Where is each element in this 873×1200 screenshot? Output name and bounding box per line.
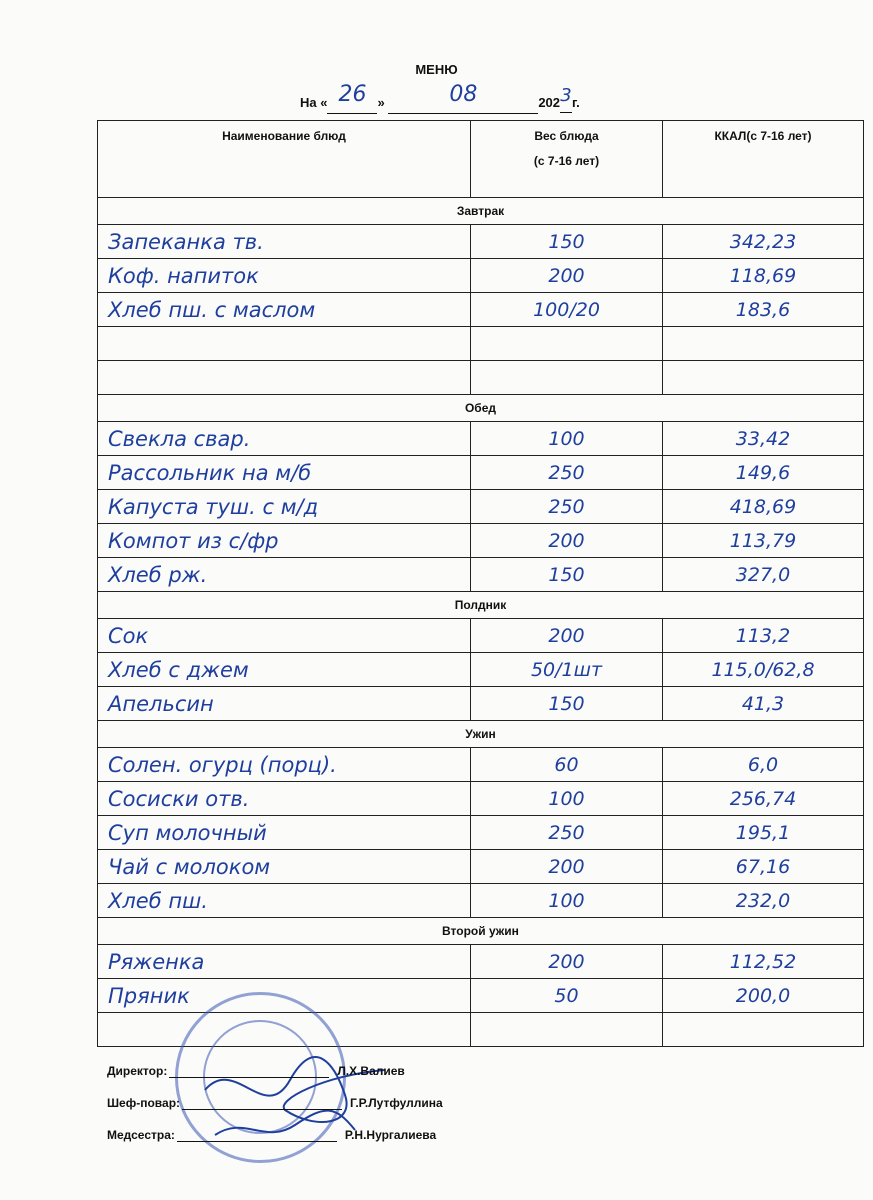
kcal-cell: 418,69 (663, 490, 864, 524)
kcal-cell: 256,74 (663, 782, 864, 816)
col-header-kcal: ККАЛ(с 7-16 лет) (663, 121, 864, 198)
dish-cell: Апельсин (98, 687, 471, 721)
weight-cell: 50 (471, 979, 663, 1013)
kcal-cell: 113,2 (663, 619, 864, 653)
kcal-cell: 112,52 (663, 945, 864, 979)
weight-cell: 250 (471, 456, 663, 490)
signature-line (107, 1128, 436, 1142)
dish-cell: Чай с молоком (98, 850, 471, 884)
dish-cell: Коф. напиток (98, 259, 471, 293)
weight-cell: 200 (471, 524, 663, 558)
section-header-row (98, 721, 864, 748)
kcal-cell (663, 327, 864, 361)
kcal-cell: 41,3 (663, 687, 864, 721)
kcal-cell: 195,1 (663, 816, 864, 850)
date-month: 08 (449, 82, 478, 107)
table-row (98, 327, 864, 361)
signature-blank (177, 1129, 337, 1142)
kcal-cell: 327,0 (663, 558, 864, 592)
kcal-cell (663, 361, 864, 395)
dish-cell: Запеканка тв. (98, 225, 471, 259)
dish-cell: Пряник (98, 979, 471, 1013)
kcal-cell: 6,0 (663, 748, 864, 782)
menu-date (300, 82, 580, 114)
date-year-digit: 3 (560, 85, 572, 106)
kcal-cell: 113,79 (663, 524, 864, 558)
signature-name: Р.Н.Нургалиева (344, 1128, 437, 1142)
weight-cell: 100 (471, 884, 663, 918)
weight-cell: 200 (471, 259, 663, 293)
weight-cell (471, 327, 663, 361)
dish-cell: Ряженка (98, 945, 471, 979)
col-header-dish: Наименование блюд (98, 121, 471, 198)
table-row (98, 558, 864, 592)
dish-cell: Сосиски отв. (98, 782, 471, 816)
weight-cell: 60 (471, 748, 663, 782)
dish-cell (98, 361, 471, 395)
date-year-suffix: г. (572, 95, 580, 110)
weight-cell: 200 (471, 945, 663, 979)
weight-cell: 100/20 (471, 293, 663, 327)
table-row (98, 259, 864, 293)
signature-role: Шеф-повар: (107, 1096, 181, 1110)
table-row (98, 653, 864, 687)
kcal-cell: 67,16 (663, 850, 864, 884)
weight-cell: 100 (471, 782, 663, 816)
date-mid: » (377, 95, 385, 110)
kcal-cell: 115,0/62,8 (663, 653, 864, 687)
signature-line (107, 1064, 405, 1078)
col-header-weight (471, 121, 663, 198)
kcal-cell: 342,23 (663, 225, 864, 259)
table-row (98, 422, 864, 456)
kcal-cell: 183,6 (663, 293, 864, 327)
kcal-cell: 33,42 (663, 422, 864, 456)
menu-table (97, 120, 864, 1047)
dish-cell: Хлеб пш. с маслом (98, 293, 471, 327)
section-title: Ужин (98, 721, 864, 748)
kcal-cell (663, 1013, 864, 1047)
table-row (98, 490, 864, 524)
table-row (98, 619, 864, 653)
table-row (98, 293, 864, 327)
table-row (98, 945, 864, 979)
table-row (98, 884, 864, 918)
kcal-cell: 118,69 (663, 259, 864, 293)
kcal-cell: 149,6 (663, 456, 864, 490)
dish-cell: Хлеб рж. (98, 558, 471, 592)
weight-cell (471, 361, 663, 395)
section-header-row (98, 198, 864, 225)
table-row (98, 816, 864, 850)
signature-line (107, 1096, 443, 1110)
weight-cell: 150 (471, 558, 663, 592)
table-row (98, 850, 864, 884)
table-row (98, 456, 864, 490)
dish-cell: Солен. огурц (порц). (98, 748, 471, 782)
table-row (98, 225, 864, 259)
date-day: 26 (338, 82, 367, 107)
section-title: Обед (98, 395, 864, 422)
signature-name: Г.Р.Лутфуллина (350, 1096, 443, 1110)
dish-cell: Рассольник на м/б (98, 456, 471, 490)
table-row (98, 782, 864, 816)
weight-cell (471, 1013, 663, 1047)
weight-cell: 200 (471, 619, 663, 653)
table-header-row (98, 121, 864, 198)
signature-blank (182, 1097, 342, 1110)
dish-cell: Сок (98, 619, 471, 653)
table-row (98, 748, 864, 782)
col-header-weight-line2: (с 7-16 лет) (533, 154, 600, 168)
date-prefix: На « (300, 95, 328, 110)
section-header-row (98, 918, 864, 945)
weight-cell: 50/1шт (471, 653, 663, 687)
section-header-row (98, 395, 864, 422)
signature-blank (169, 1065, 329, 1078)
dish-cell: Капуста туш. с м/д (98, 490, 471, 524)
dish-cell: Свекла свар. (98, 422, 471, 456)
weight-cell: 200 (471, 850, 663, 884)
section-header-row (98, 592, 864, 619)
signature-role: Медсестра: (107, 1128, 175, 1142)
weight-cell: 150 (471, 225, 663, 259)
kcal-cell: 200,0 (663, 979, 864, 1013)
date-year-prefix: 202 (538, 95, 561, 110)
signature-name: Л.Х.Валиев (337, 1064, 405, 1078)
weight-cell: 150 (471, 687, 663, 721)
section-title: Второй ужин (98, 918, 864, 945)
dish-cell (98, 327, 471, 361)
page-title: МЕНЮ (415, 62, 458, 77)
kcal-cell: 232,0 (663, 884, 864, 918)
weight-cell: 250 (471, 816, 663, 850)
dish-cell: Хлеб пш. (98, 884, 471, 918)
table-row (98, 687, 864, 721)
dish-cell: Компот из с/фр (98, 524, 471, 558)
dish-cell: Суп молочный (98, 816, 471, 850)
section-title: Полдник (98, 592, 864, 619)
weight-cell: 250 (471, 490, 663, 524)
col-header-weight-line1: Вес блюда (534, 129, 599, 143)
table-row (98, 524, 864, 558)
dish-cell: Хлеб с джем (98, 653, 471, 687)
table-row (98, 361, 864, 395)
section-title: Завтрак (98, 198, 864, 225)
weight-cell: 100 (471, 422, 663, 456)
signature-role: Директор: (107, 1064, 168, 1078)
